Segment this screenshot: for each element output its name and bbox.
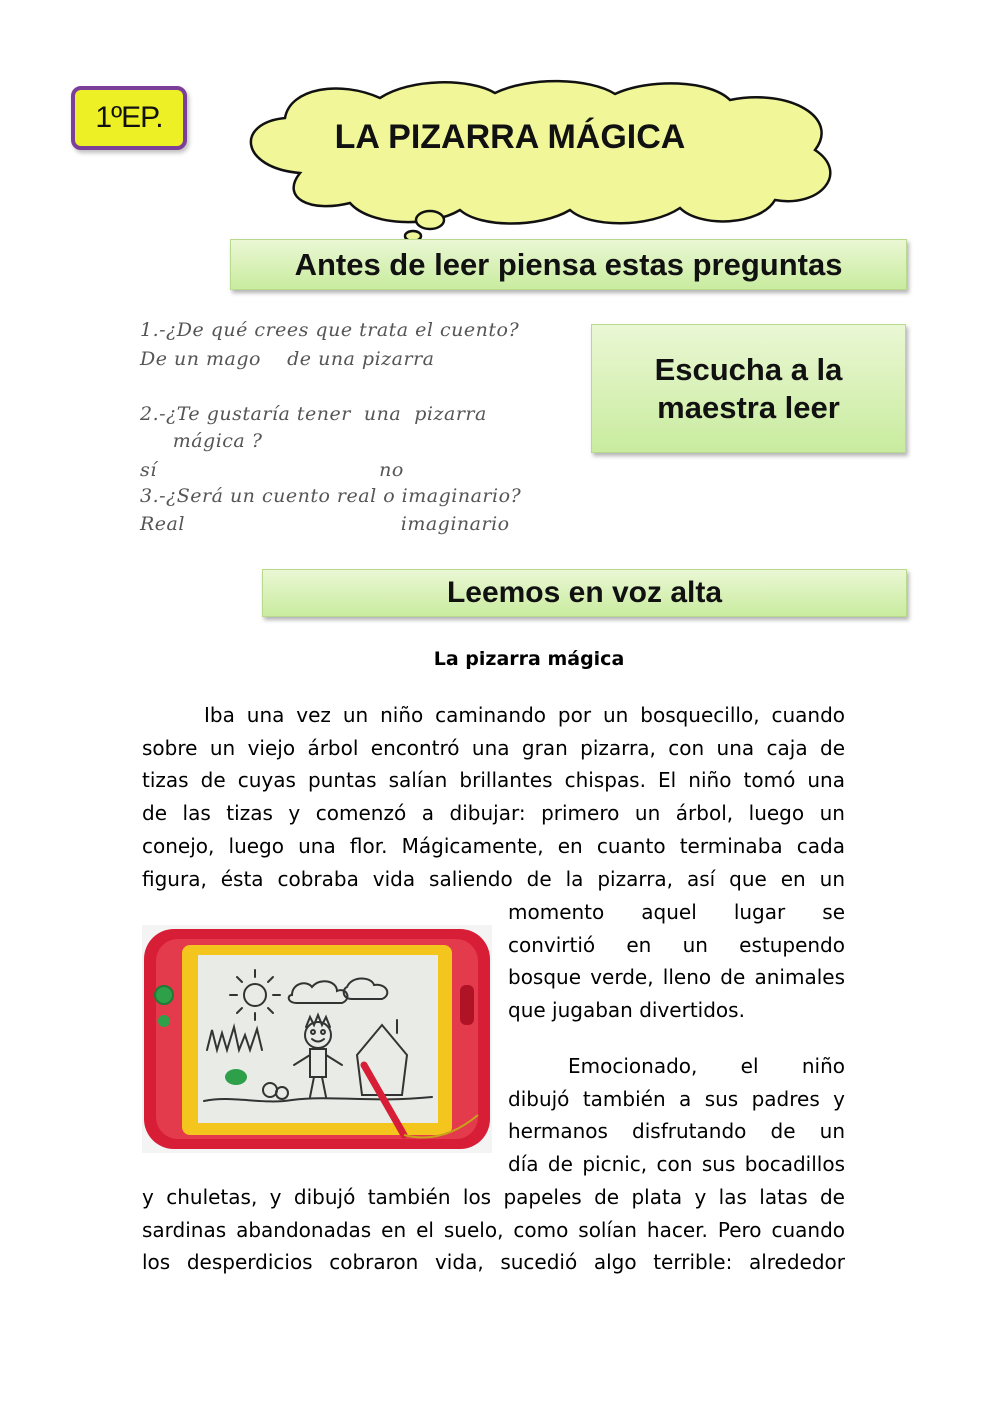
story-line: que jugaban divertidos. xyxy=(508,998,745,1023)
story-line: día de picnic, con sus bocadillos xyxy=(508,1152,845,1177)
story-line: bosque verde, lleno de animales xyxy=(508,965,845,990)
story-paragraph-2 xyxy=(508,1050,845,1181)
story-line: sobre un viejo árbol encontró una gran pizarra, con una caja de xyxy=(142,735,845,760)
story-line: tizas de cuyas puntas salían brillantes chispas. El niño tomó una xyxy=(142,768,845,793)
magic-board-image xyxy=(142,925,492,1153)
story-line: Emocionado, el niño xyxy=(568,1054,845,1078)
story-paragraph-1 xyxy=(142,699,845,895)
title-cloud xyxy=(230,78,850,243)
question-2: 2.-¿Te gustaría tener una pizarra xyxy=(140,403,487,425)
page-title: LA PIZARRA MÁGICA xyxy=(334,118,686,156)
story-line: de las tizas y comenzó a dibujar: primero un árbol, luego un xyxy=(142,801,845,826)
story-line: y chuletas, y dibujó también los papeles de plata y las latas de xyxy=(142,1185,845,1209)
listen-line-2: maestra leer xyxy=(657,389,840,425)
story-line: Iba una vez un niño caminando por un bosquecillo, cuando xyxy=(204,703,845,727)
read-aloud-banner xyxy=(262,569,907,617)
story-line: figura, ésta cobraba vida saliendo de la pizarra, así que en un xyxy=(142,866,845,891)
story-line: dibujó también a sus padres y xyxy=(508,1086,845,1111)
answer-3: Real imaginario xyxy=(140,513,510,535)
before-reading-label: Antes de leer piensa estas preguntas xyxy=(294,246,843,282)
read-aloud-label: Leemos en voz alta xyxy=(446,576,723,609)
story-paragraph-2-cont xyxy=(142,1181,845,1279)
grade-badge xyxy=(71,86,187,150)
answer-2: sí no xyxy=(140,459,404,481)
answer-1: De un mago de una pizarra xyxy=(140,348,435,370)
question-3: 3.-¿Será un cuento real o imaginario? xyxy=(140,485,522,507)
story-line: sardinas abandonadas en el suelo, como solían hacer. Pero cuando xyxy=(142,1217,845,1242)
listen-teacher-box xyxy=(591,324,906,453)
grade-label: 1ºEP. xyxy=(95,101,163,134)
question-2-cont: mágica ? xyxy=(140,430,263,452)
story-line: convirtió en un estupendo xyxy=(508,932,845,957)
story-line: conejo, luego una flor. Mágicamente, en cuanto terminaba cada xyxy=(142,833,845,858)
story-line: los desperdicios cobraron vida, sucedió algo terrible: alrededor xyxy=(142,1250,845,1275)
listen-line-1: Escucha a la xyxy=(654,351,843,387)
story-paragraph-1-wrap xyxy=(508,896,845,1027)
question-1: 1.-¿De qué crees que trata el cuento? xyxy=(140,319,520,341)
before-reading-banner xyxy=(230,239,907,290)
story-line: hermanos disfrutando de un xyxy=(508,1119,845,1144)
story-line: momento aquel lugar se xyxy=(508,900,845,924)
story-title: La pizarra mágica xyxy=(433,648,625,670)
